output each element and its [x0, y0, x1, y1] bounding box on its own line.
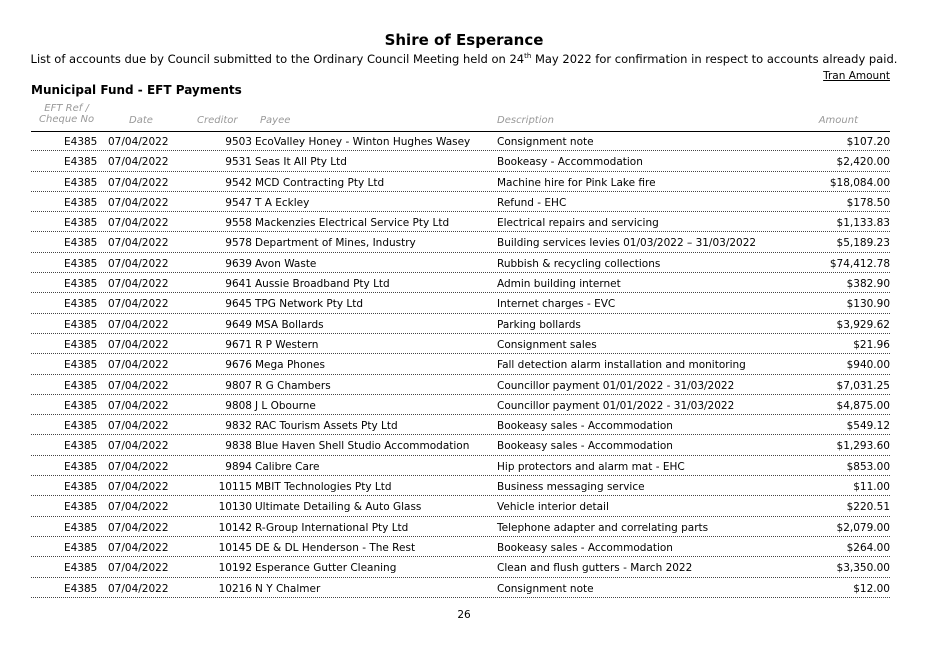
cell-creditor: 10192 [218, 562, 252, 575]
cell-description: Consignment note [497, 136, 594, 148]
cell-creditor: 9558 [225, 217, 252, 230]
table-row [31, 537, 890, 557]
cell-description: Business messaging service [497, 481, 645, 494]
cell-payee: Aussie Broadband Pty Ltd [255, 278, 390, 291]
cell-payee: MBIT Technologies Pty Ltd [255, 481, 392, 494]
cell-amount: $1,293.60 [836, 440, 890, 453]
cell-description: Telephone adapter and correlating parts [497, 521, 709, 534]
cell-ref: E4385 [64, 582, 98, 595]
cell-ref: E4385 [64, 440, 98, 453]
table-row [31, 395, 890, 415]
cell-creditor: 9894 [225, 460, 252, 473]
table-row [31, 212, 890, 232]
cell-ref: E4385 [64, 196, 98, 209]
cell-ref: E4385 [64, 217, 98, 230]
cell-date: 07/04/2022 [108, 278, 169, 291]
cell-payee: Mega Phones [255, 359, 325, 372]
cell-ref: E4385 [64, 318, 98, 331]
page-title: Shire of Esperance [384, 31, 544, 49]
cell-amount: $5,189.23 [836, 237, 890, 250]
cell-date: 07/04/2022 [108, 379, 169, 392]
tran-amount-label: Tran Amount [823, 70, 890, 82]
cell-description: Clean and flush gutters - March 2022 [497, 562, 693, 575]
cell-amount: $2,079.00 [836, 521, 890, 534]
cell-date: 07/04/2022 [108, 501, 169, 514]
table-row [31, 435, 890, 455]
cell-payee: Seas It All Pty Ltd [255, 156, 347, 169]
cell-ref: E4385 [64, 562, 98, 575]
cell-creditor: 10115 [218, 481, 252, 494]
payments-table-body [31, 131, 890, 598]
cell-creditor: 9807 [225, 379, 252, 392]
cell-creditor: 9639 [225, 257, 252, 270]
cell-creditor: 9808 [225, 399, 252, 412]
cell-date: 07/04/2022 [108, 420, 169, 433]
cell-description: Bookeasy sales - Accommodation [497, 420, 673, 433]
cell-creditor: 9641 [225, 278, 252, 291]
table-row [31, 578, 890, 598]
cell-date: 07/04/2022 [108, 156, 169, 169]
cell-ref: E4385 [64, 481, 98, 494]
cell-date: 07/04/2022 [108, 217, 169, 230]
cell-description: Councillor payment 01/01/2022 - 31/03/2022 [497, 379, 735, 392]
cell-payee: Esperance Gutter Cleaning [255, 562, 397, 575]
cell-ref: E4385 [64, 521, 98, 534]
header-ref-line2: Cheque No [39, 114, 95, 125]
cell-payee: Ultimate Detailing & Auto Glass [255, 501, 422, 514]
cell-ref: E4385 [64, 298, 98, 311]
cell-date: 07/04/2022 [108, 298, 169, 311]
table-row [31, 232, 890, 252]
cell-ref: E4385 [64, 338, 98, 351]
cell-payee: R-Group International Pty Ltd [255, 521, 409, 534]
cell-description: Admin building internet [497, 278, 621, 291]
cell-date: 07/04/2022 [108, 440, 169, 453]
subtitle-superscript: th [524, 52, 532, 61]
table-header [31, 101, 890, 132]
header-description: Description [497, 115, 554, 126]
cell-amount: $264.00 [846, 541, 890, 554]
cell-description: Fall detection alarm installation and monitoring [497, 359, 746, 372]
cell-ref: E4385 [64, 460, 98, 473]
cell-ref: E4385 [64, 136, 98, 148]
cell-amount: $12.00 [853, 582, 890, 595]
table-row [31, 314, 890, 334]
cell-ref: E4385 [64, 257, 98, 270]
header-payee: Payee [260, 115, 291, 126]
cell-payee: R P Western [255, 338, 319, 351]
subtitle-text-end: May 2022 for confirmation in respect to accounts already paid. [531, 52, 898, 66]
cell-payee: TPG Network Pty Ltd [255, 298, 364, 311]
cell-creditor: 9832 [225, 420, 252, 433]
cell-amount: $940.00 [846, 359, 890, 372]
header-ref [39, 103, 94, 125]
cell-ref: E4385 [64, 237, 98, 250]
cell-amount: $21.96 [853, 338, 890, 351]
cell-payee: J L Obourne [255, 399, 316, 412]
cell-payee: Avon Waste [255, 257, 317, 270]
cell-creditor: 10130 [218, 501, 252, 514]
cell-description: Electrical repairs and servicing [497, 217, 659, 230]
table-row [31, 192, 890, 212]
table-row [31, 334, 890, 354]
table-row [31, 354, 890, 374]
cell-ref: E4385 [64, 379, 98, 392]
cell-amount: $74,412.78 [829, 257, 890, 270]
header-date: Date [129, 115, 153, 126]
header-creditor: Creditor [197, 115, 238, 126]
cell-amount: $178.50 [846, 196, 890, 209]
cell-payee: Blue Haven Shell Studio Accommodation [255, 440, 470, 453]
cell-creditor: 9531 [225, 156, 252, 169]
table-row [31, 456, 890, 476]
subtitle-text: List of accounts due by Council submitted to the Ordinary Council Meeting held on 24 [30, 52, 525, 66]
table-row [31, 273, 890, 293]
cell-payee: Calibre Care [255, 460, 320, 473]
cell-date: 07/04/2022 [108, 460, 169, 473]
table-row [31, 476, 890, 496]
cell-description: Building services levies 01/03/2022 – 31/03/2022 [497, 237, 757, 250]
header-ref-line1: EFT Ref / [44, 103, 89, 114]
cell-creditor: 9649 [225, 318, 252, 331]
fund-heading: Municipal Fund - EFT Payments [31, 83, 242, 97]
cell-description: Parking bollards [497, 318, 581, 331]
table-row [31, 517, 890, 537]
cell-amount: $107.20 [846, 136, 890, 148]
cell-amount: $18,084.00 [829, 176, 890, 189]
cell-date: 07/04/2022 [108, 521, 169, 534]
header-amount: Amount [818, 115, 858, 126]
cell-description: Bookeasy sales - Accommodation [497, 541, 673, 554]
cell-description: Rubbish & recycling collections [497, 257, 661, 270]
cell-ref: E4385 [64, 359, 98, 372]
cell-payee: RAC Tourism Assets Pty Ltd [255, 420, 398, 433]
cell-date: 07/04/2022 [108, 359, 169, 372]
cell-description: Consignment sales [497, 338, 597, 351]
cell-date: 07/04/2022 [108, 481, 169, 494]
cell-amount: $7,031.25 [836, 379, 890, 392]
table-row [31, 253, 890, 273]
cell-amount: $3,929.62 [836, 318, 890, 331]
table-row [31, 172, 890, 192]
cell-amount: $382.90 [846, 278, 890, 291]
cell-description: Bookeasy - Accommodation [497, 156, 643, 169]
cell-ref: E4385 [64, 420, 98, 433]
cell-date: 07/04/2022 [108, 399, 169, 412]
cell-creditor: 9503 [225, 136, 252, 148]
cell-payee: EcoValley Honey - Winton Hughes Wasey [255, 136, 471, 148]
table-row [31, 293, 890, 313]
cell-creditor: 9671 [225, 338, 252, 351]
cell-creditor: 9838 [225, 440, 252, 453]
cell-date: 07/04/2022 [108, 562, 169, 575]
cell-creditor: 10216 [218, 582, 252, 595]
cell-date: 07/04/2022 [108, 196, 169, 209]
cell-date: 07/04/2022 [108, 338, 169, 351]
table-row [31, 415, 890, 435]
cell-ref: E4385 [64, 156, 98, 169]
cell-ref: E4385 [64, 501, 98, 514]
cell-amount: $1,133.83 [836, 217, 890, 230]
cell-amount: $4,875.00 [836, 399, 890, 412]
page-number: 26 [457, 609, 471, 621]
cell-date: 07/04/2022 [108, 257, 169, 270]
cell-description: Councillor payment 01/01/2022 - 31/03/2022 [497, 399, 735, 412]
cell-description: Vehicle interior detail [497, 501, 609, 514]
cell-creditor: 9547 [225, 196, 252, 209]
cell-creditor: 10145 [218, 541, 252, 554]
cell-description: Machine hire for Pink Lake fire [497, 176, 656, 189]
cell-amount: $220.51 [846, 501, 890, 514]
cell-creditor: 9676 [225, 359, 252, 372]
cell-creditor: 9542 [225, 176, 252, 189]
table-row [31, 375, 890, 395]
cell-payee: Mackenzies Electrical Service Pty Ltd [255, 217, 450, 230]
cell-date: 07/04/2022 [108, 136, 169, 148]
cell-date: 07/04/2022 [108, 541, 169, 554]
table-row [31, 557, 890, 577]
cell-payee: N Y Chalmer [255, 582, 321, 595]
cell-amount: $130.90 [846, 298, 890, 311]
cell-description: Hip protectors and alarm mat - EHC [497, 460, 685, 473]
cell-date: 07/04/2022 [108, 176, 169, 189]
cell-creditor: 10142 [218, 521, 252, 534]
cell-amount: $11.00 [853, 481, 890, 494]
cell-ref: E4385 [64, 399, 98, 412]
cell-payee: MSA Bollards [255, 318, 324, 331]
cell-payee: MCD Contracting Pty Ltd [255, 176, 385, 189]
table-row [31, 151, 890, 171]
cell-ref: E4385 [64, 541, 98, 554]
cell-payee: DE & DL Henderson - The Rest [255, 541, 416, 554]
cell-payee: T A Eckley [255, 196, 310, 209]
cell-creditor: 9645 [225, 298, 252, 311]
cell-creditor: 9578 [225, 237, 252, 250]
cell-payee: Department of Mines, Industry [255, 237, 416, 250]
cell-ref: E4385 [64, 278, 98, 291]
cell-date: 07/04/2022 [108, 318, 169, 331]
cell-amount: $549.12 [846, 420, 890, 433]
cell-description: Bookeasy sales - Accommodation [497, 440, 673, 453]
cell-amount: $2,420.00 [836, 156, 890, 169]
page-subtitle [0, 52, 928, 66]
table-row [31, 496, 890, 516]
cell-payee: R G Chambers [255, 379, 331, 392]
cell-date: 07/04/2022 [108, 237, 169, 250]
cell-description: Refund - EHC [497, 196, 567, 209]
cell-amount: $3,350.00 [836, 562, 890, 575]
cell-amount: $853.00 [846, 460, 890, 473]
cell-description: Consignment note [497, 582, 594, 595]
cell-ref: E4385 [64, 176, 98, 189]
table-row [31, 131, 890, 151]
cell-date: 07/04/2022 [108, 582, 169, 595]
cell-description: Internet charges - EVC [497, 298, 616, 311]
